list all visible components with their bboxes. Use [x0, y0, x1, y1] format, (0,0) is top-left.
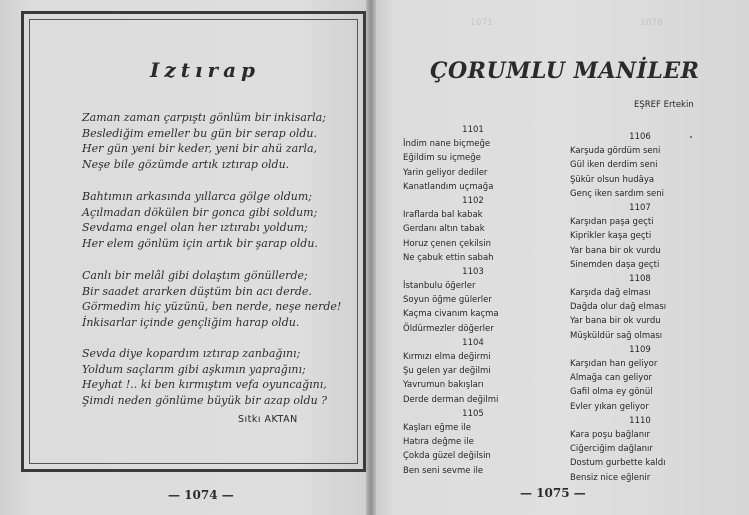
left-page-number: — 1074 —: [168, 488, 234, 502]
mani-line: Yarin geliyor dediler: [403, 167, 488, 178]
mani-line: Dostum gurbette kaldı: [570, 458, 666, 469]
mani-line: Karşıdan paşa geçti: [570, 217, 654, 228]
mani-line: Karşıda dağ elması: [570, 288, 651, 299]
mani-number: 1107: [629, 202, 651, 213]
poem-line: Sevda diye kopardım ıztırap zanbağını;: [82, 347, 301, 360]
mani-number: 1102: [462, 195, 484, 206]
mani-line: Öldürmezler döğerler: [403, 323, 494, 334]
poem-line: Beslediğim emeller bu gün bir serap oldu.: [82, 126, 317, 140]
mani-line: Yavrumun bakışları: [403, 380, 484, 391]
poem-line: Zaman zaman çarpıştı gönlüm bir inkisarla;: [82, 111, 326, 124]
mani-line: Soyun öğme gülerler: [403, 295, 492, 306]
mani-line: Eğildim su içmeğe: [403, 153, 481, 164]
poem-line: Her elem gönlüm için artık bir şarap oldu.: [82, 236, 318, 250]
byline: EŞREF Ertekin: [634, 100, 694, 110]
mani-line: Yar bana bir ok vurdu: [570, 316, 661, 327]
mani-line: Karşuda gördüm seni: [570, 146, 661, 157]
mani-number: 1110: [629, 415, 651, 426]
poem-title: Iztırap: [150, 58, 261, 82]
mani-line: Kiprikler kaşa geçti: [570, 231, 652, 242]
book-spine: [366, 0, 376, 515]
mani-line: Dağda olur dağ elması: [570, 302, 667, 313]
poem-line: Her gün yeni bir keder, yeni bir ahü zarla,: [82, 142, 318, 155]
mani-line: Şükür olsun hudâya: [570, 174, 655, 185]
poem-line: Heyhat !.. ki ben kırmıştım vefa oyuncağını,: [82, 378, 327, 391]
mani-line: Genç iken sardım seni: [570, 188, 665, 199]
poem-line: Neşe bile gözümde artık ıztırap oldu.: [82, 157, 290, 171]
poem-line: Bir saadet ararken düştüm bin acı derde.: [82, 284, 312, 298]
bleed-through-number: 1071: [470, 18, 493, 28]
mani-line: Hatıra değme ile: [403, 437, 474, 448]
mani-line: İndim nane biçmeğe: [403, 139, 491, 150]
poem-author: Sıtkı AKTAN: [238, 414, 298, 425]
poem-line: Bahtımın arkasında yıllarca gölge oldum;: [82, 190, 313, 203]
mani-number: 1109: [629, 344, 651, 355]
poem-line: Açılmadan dökülen bir gonca gibi soldum;: [82, 205, 318, 219]
mani-number: 1104: [462, 337, 484, 348]
mani-line: Gül iken derdim seni: [570, 160, 658, 171]
mani-number: 1101: [462, 125, 484, 135]
mani-line: Kaşları eğme ile: [403, 422, 471, 433]
mani-column-left: [403, 123, 543, 478]
mani-line: Ben seni sevme ile: [403, 465, 484, 476]
bleed-through-number: 1078: [640, 18, 663, 28]
paper-speck: [690, 136, 692, 138]
mani-number: 1103: [462, 266, 484, 277]
mani-line: Iraflarda bal kabak: [403, 210, 483, 221]
mani-number: 1106: [629, 132, 651, 142]
poem-line: Şimdi neden gönlüme büyük bir azap oldu ?: [82, 393, 328, 407]
poem-stanza-3: [82, 268, 352, 330]
page-title: ÇORUMLU MANİLER: [430, 58, 700, 84]
mani-line: Evler yıkan geliyor: [570, 401, 649, 412]
mani-line: İstanbulu öğerler: [403, 281, 476, 292]
mani-column-right: [570, 130, 710, 485]
poem-stanza-1: [82, 110, 352, 172]
mani-line: Derde derman değilmi: [403, 394, 499, 405]
poem-line: Sevdama engel olan her ıztırabı yoldum;: [82, 221, 308, 234]
mani-line: Çokda güzel değilsin: [403, 451, 491, 462]
mani-number: 1108: [629, 273, 651, 284]
mani-line: Kaçma civanım kaçma: [403, 309, 499, 320]
mani-line: Ne çabuk ettin sabah: [403, 252, 494, 263]
mani-line: Bensiz nice eğlenir: [570, 472, 651, 483]
mani-line: Kara poşu bağlanır: [570, 429, 650, 440]
mani-line: Kanatlandım uçmağa: [403, 181, 494, 192]
mani-line: Kırmızı elma değirmi: [403, 352, 491, 362]
mani-line: Müşküldür sağ olması: [570, 330, 663, 341]
mani-line: Şu gelen yar değilmi: [403, 366, 491, 377]
mani-line: Ciğerciğim dağlanır: [570, 444, 653, 455]
mani-line: Gerdanı altın tabak: [403, 224, 485, 235]
poem-line: İnkisarlar içinde gençliğim harap oldu.: [82, 315, 300, 329]
mani-line: Sinemden daşa geçti: [570, 259, 660, 270]
mani-line: Gafil olma ey gönül: [570, 387, 653, 398]
poem-line: Yoldum saçlarım gibi aşkımın yaprağını;: [82, 362, 306, 376]
mani-number: 1105: [462, 408, 484, 419]
right-page-number: — 1075 —: [520, 486, 586, 500]
mani-line: Karşıdan han geliyor: [570, 359, 658, 369]
mani-line: Almağa can geliyor: [570, 373, 653, 384]
poem-stanza-4: [82, 346, 352, 408]
mani-line: Yar bana bir ok vurdu: [570, 245, 661, 256]
mani-line: Horuz çenen çekilsin: [403, 238, 491, 249]
poem-line: Görmedim hiç yüzünü, ben nerde, neşe nerde!: [82, 300, 342, 313]
poem-line: Canlı bir melâl gibi dolaştım gönüllerde;: [82, 269, 308, 282]
poem-stanza-2: [82, 189, 352, 251]
